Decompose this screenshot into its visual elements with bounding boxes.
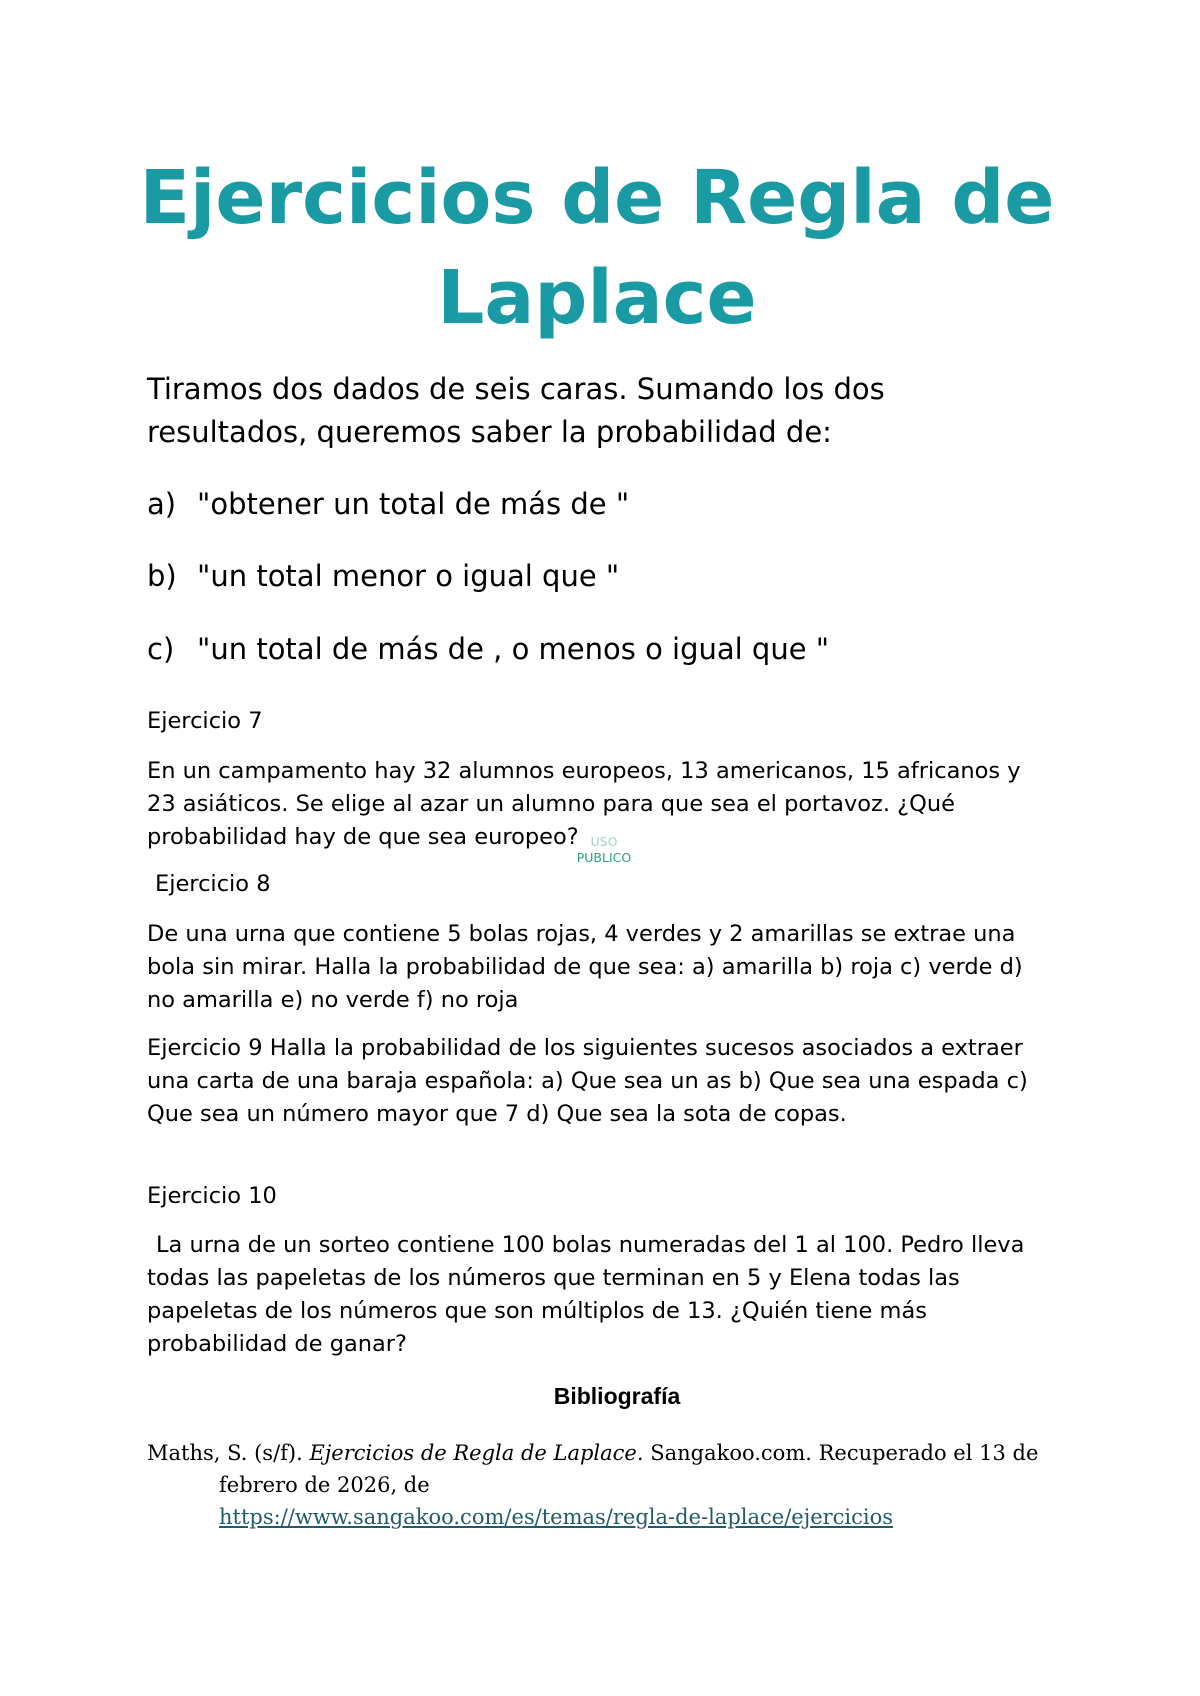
document-page: [139, 0, 1067, 1696]
exercise-7-text: En un campamento hay 32 alumnos europeos, 13 americanos, 15 africanos y 23 asiáticos. Se elige al azar un alumno para que sea el portavoz. ¿Qué probabilidad hay de que sea europeo?: [147, 758, 1021, 850]
list-item-a: [147, 484, 1047, 524]
list-item-text: "un total de más de , o menos o igual que ": [197, 632, 830, 666]
list-item-label: c): [147, 632, 175, 666]
list-item-label: a): [147, 487, 177, 521]
intro-paragraph: Tiramos dos dados de seis caras. Sumando los dos resultados, queremos saber la probabilidad de:: [147, 372, 885, 449]
list-item-b: [147, 556, 1047, 596]
bibliography-reference: [147, 1437, 1047, 1533]
exercise-8-text: De una urna que contiene 5 bolas rojas, 4 verdes y 2 amarillas se extrae una bola sin mirar. Halla la probabilidad de que sea: a) amarilla b) roja c) verde d) no amarilla e) no verde f) no roja: [147, 921, 1023, 1013]
exercise-9-text: Ejercicio 9 Halla la probabilidad de los siguientes sucesos asociados a extraer una carta de una baraja española: a) Que sea un as b) Que sea una espada c) Que sea un número mayor que 7 d) Que sea la sota de copas.: [147, 1035, 1028, 1127]
list-item-text: "obtener un total de más de ": [197, 487, 630, 521]
bibliography-heading: Bibliografía: [553, 1383, 681, 1409]
stamp-line-1: USO: [590, 834, 618, 849]
reference-author: Maths, S. (s/f).: [147, 1441, 310, 1465]
exercise-7-heading: Ejercicio 7: [147, 708, 263, 734]
exercise-10-text: La urna de un sorteo contiene 100 bolas numeradas del 1 al 100. Pedro lleva todas las papeletas de los números que terminan en 5 y Elena todas las papeletas de los números que son múltiplos de 13. ¿Quién tiene más probabilidad de ganar?: [147, 1232, 1025, 1357]
exercise-10-paragraph: [147, 1229, 1047, 1361]
page-title: Ejercicios de Regla de Laplace: [139, 155, 1055, 341]
list-item-text: "un total menor o igual que ": [197, 559, 620, 593]
exercise-10-heading: Ejercicio 10: [147, 1183, 277, 1209]
watermark-stamp: [559, 834, 649, 866]
list-item-c: [147, 629, 1047, 669]
reference-date: febrero de 2026, de: [219, 1473, 430, 1497]
list-item-label: b): [147, 559, 177, 593]
reference-title: Ejercicios de Regla de Laplace.: [309, 1441, 644, 1465]
reference-publisher: Sangakoo.com. Recuperado el 13 de: [643, 1441, 1039, 1465]
exercise-8-heading: Ejercicio 8: [155, 871, 271, 897]
reference-link[interactable]: https://www.sangakoo.com/es/temas/regla-de-laplace/ejercicios: [219, 1505, 894, 1529]
reference-continuation: [147, 1469, 1047, 1533]
stamp-line-2: PUBLICO: [576, 850, 632, 865]
